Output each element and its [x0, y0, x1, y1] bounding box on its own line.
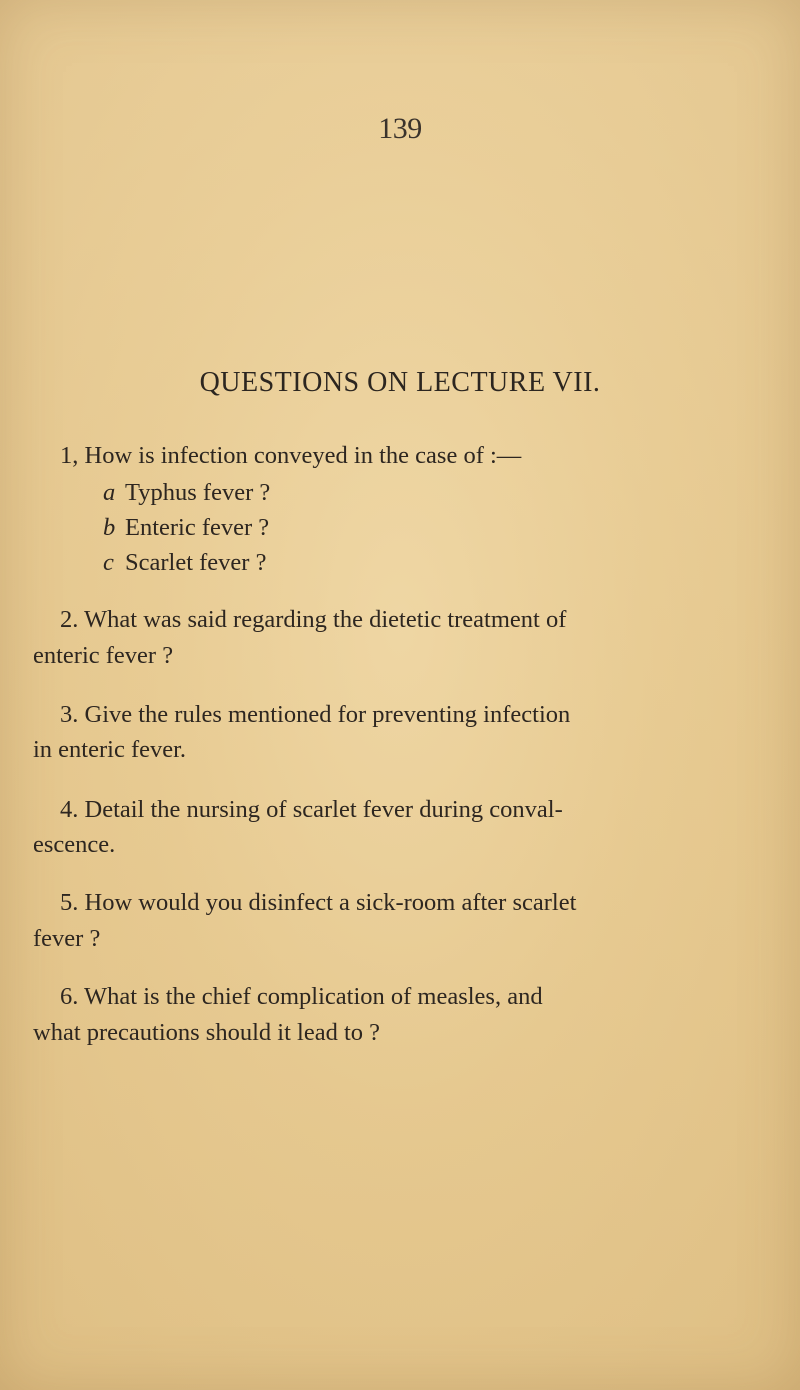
page-number: 139: [378, 112, 422, 145]
subitem-text: Typhus fever ?: [125, 479, 271, 506]
subitem-letter: b: [103, 514, 116, 541]
question-3-line-2: in enteric fever.: [33, 736, 187, 763]
question-3-line-1: 3. Give the rules mentioned for preventing infection: [60, 701, 571, 728]
question-6-line-2: what precautions should it lead to ?: [33, 1019, 380, 1046]
subitem-text: Scarlet fever ?: [125, 549, 267, 576]
section-heading: QUESTIONS ON LECTURE VII.: [199, 367, 601, 398]
subitem-letter: a: [103, 479, 116, 506]
question-1-subitem-c: [103, 548, 266, 578]
question-2-line-2: enteric fever ?: [33, 642, 174, 669]
question-1-subitem-a: [103, 478, 270, 508]
question-1-subitem-b: [103, 513, 269, 543]
question-5-line-2: fever ?: [33, 925, 101, 952]
question-4-line-2: escence.: [33, 831, 116, 858]
question-2-line-1: 2. What was said regarding the dietetic treatment of: [60, 606, 567, 633]
question-1-text: 1, How is infection conveyed in the case of :—: [60, 442, 522, 469]
question-4-line-1: 4. Detail the nursing of scarlet fever during conval-: [60, 796, 563, 823]
question-6-line-1: 6. What is the chief complication of measles, and: [60, 983, 543, 1010]
subitem-text: Enteric fever ?: [125, 514, 270, 541]
subitem-letter: c: [103, 549, 114, 576]
question-5-line-1: 5. How would you disinfect a sick-room after scarlet: [60, 889, 577, 916]
